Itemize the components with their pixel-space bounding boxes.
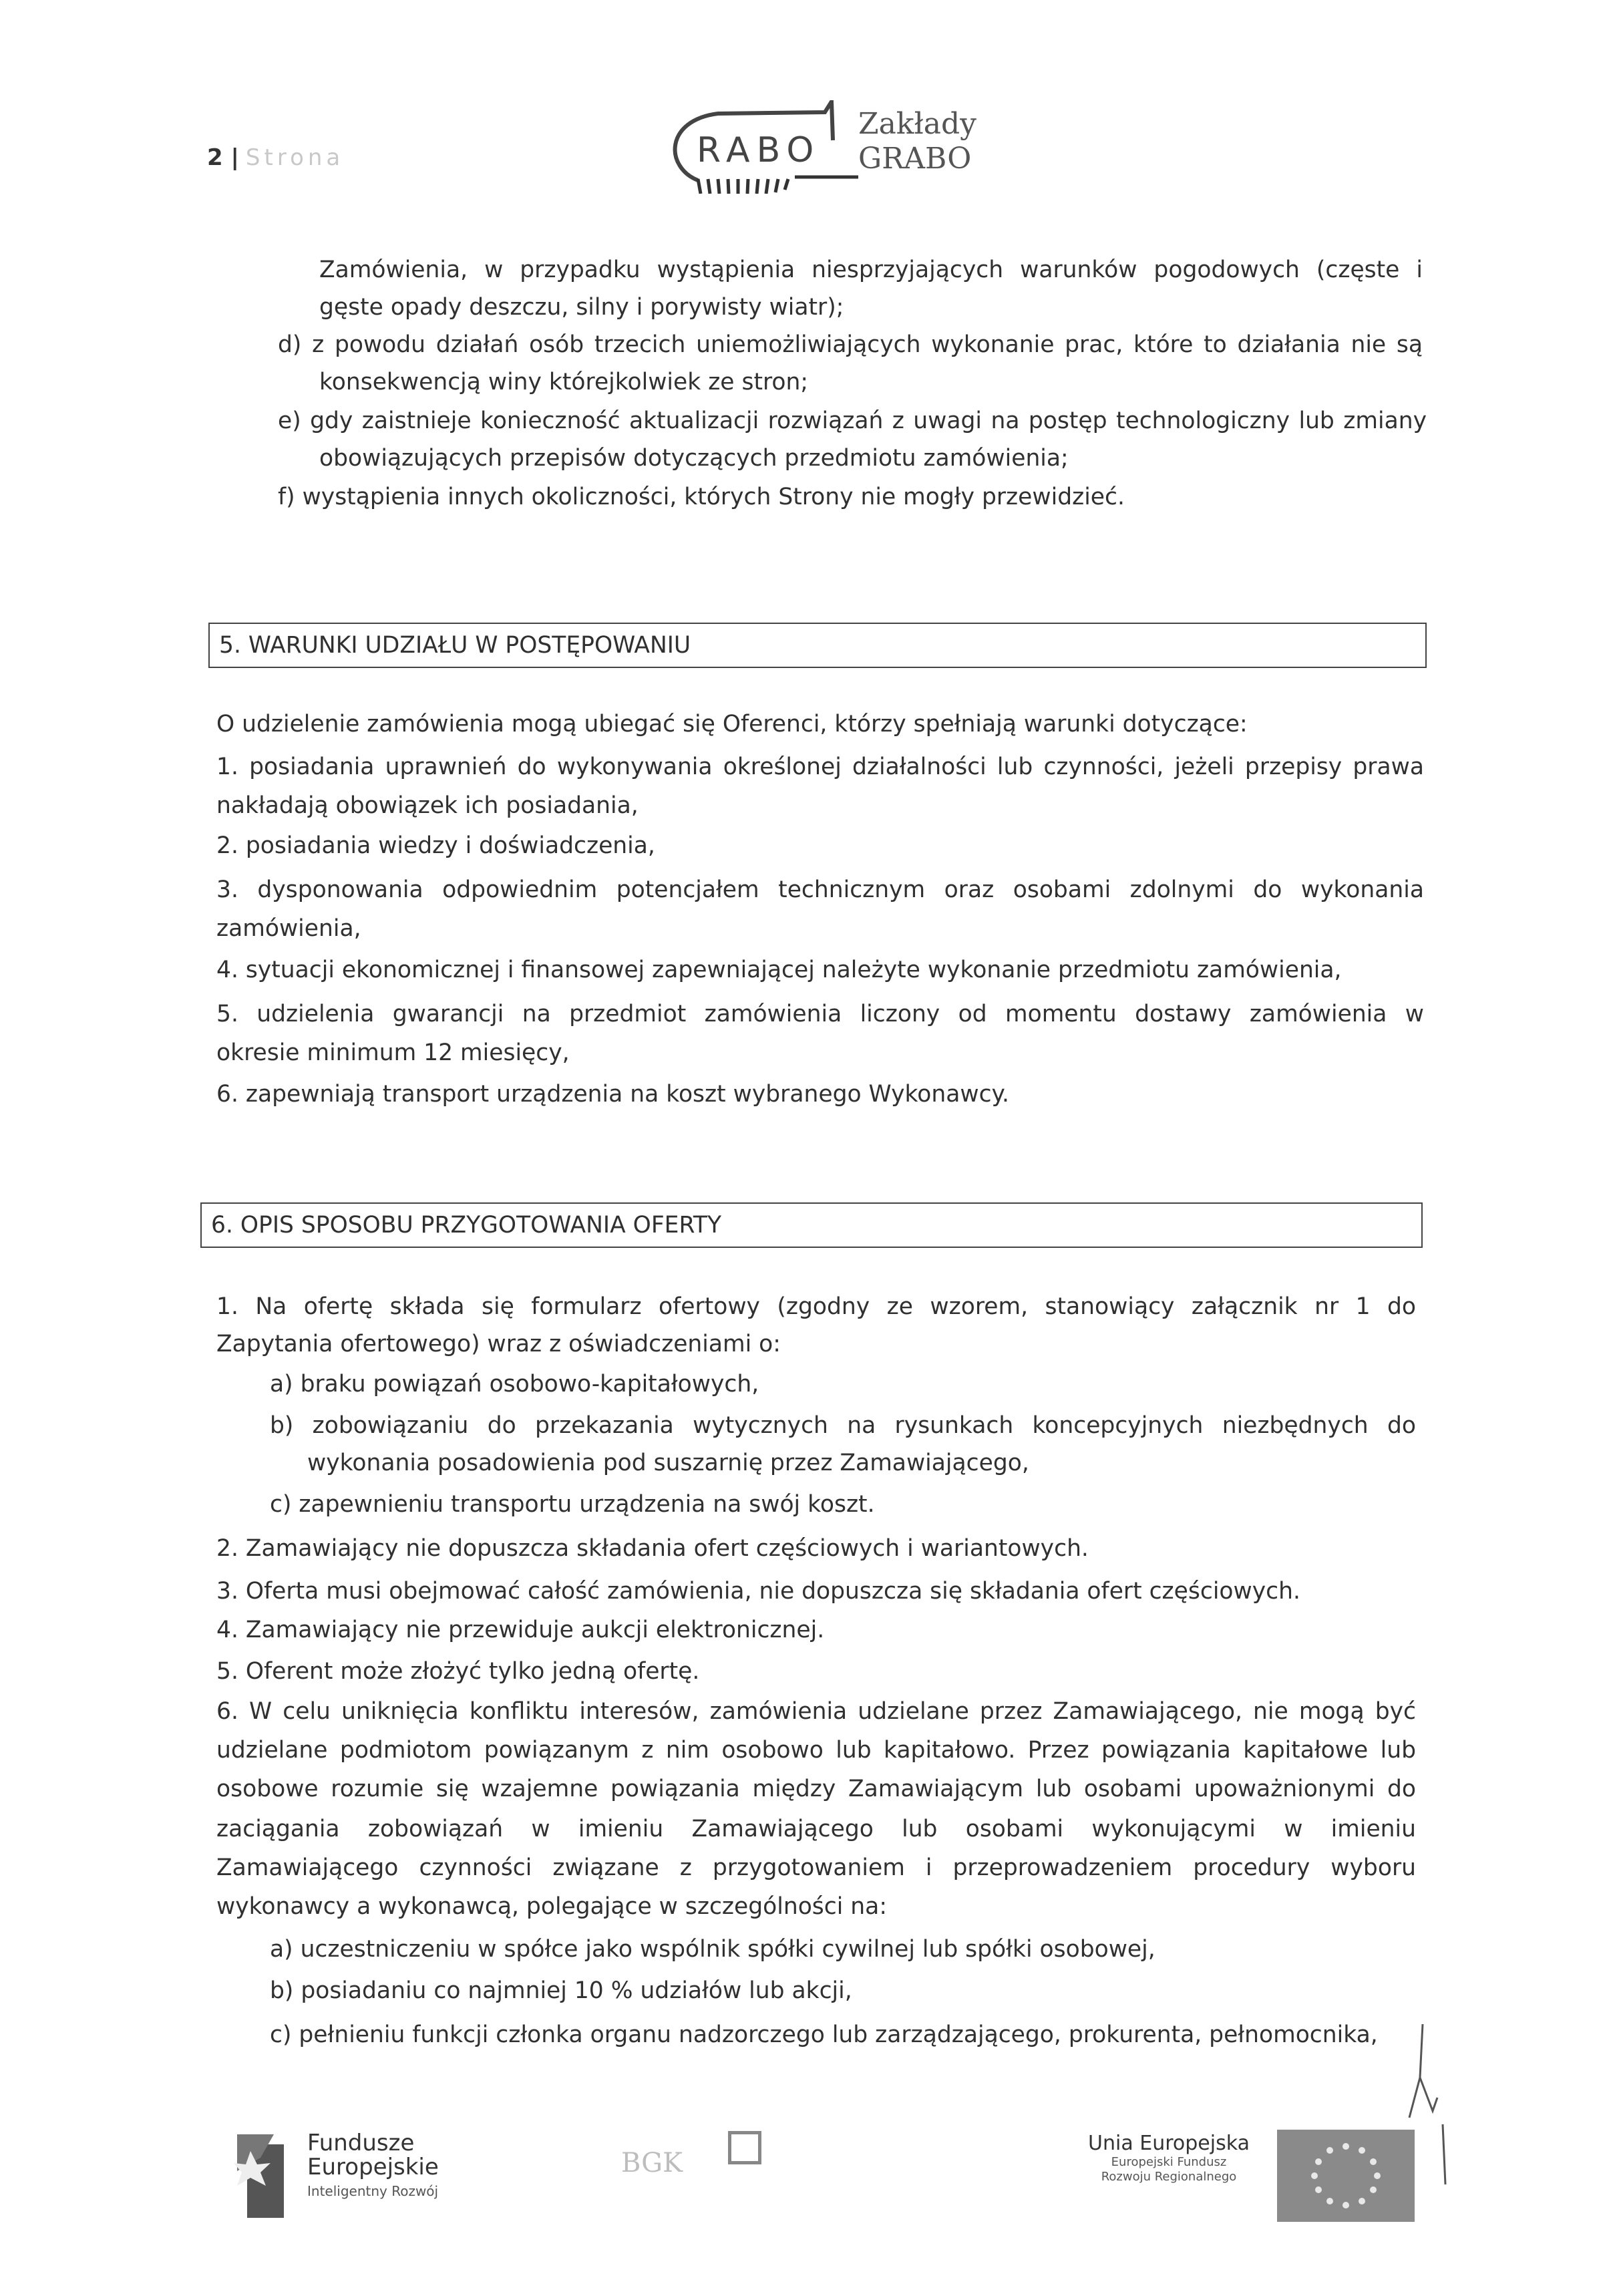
- logo-side-text: [858, 107, 976, 176]
- text-line: a) uczestniczeniu w spółce jako wspólnik spółki cywilnej lub spółki osobowej,: [270, 1936, 1155, 1963]
- text-line: Zapytania ofertowego) wraz z oświadczeniami o:: [216, 1331, 781, 1357]
- text-line: a) braku powiązań osobowo-kapitałowych,: [270, 1371, 759, 1398]
- text-line: gęste opady deszczu, silny i porywisty wiatr);: [319, 294, 844, 321]
- section-5-header: [208, 623, 1427, 668]
- company-logo: [658, 94, 976, 200]
- page-label: Strona: [245, 144, 345, 171]
- text-line: zaciągania zobowiązań w imieniu Zamawiającego lub osobami wykonującymi w imieniu: [216, 1816, 1416, 1842]
- text-line: 4. Zamawiający nie przewiduje aukcji elektronicznej.: [216, 1617, 825, 1643]
- text-line: 3. Oferta musi obejmować całość zamówienia, nie dopuszcza się składania ofert częściowych.: [216, 1578, 1300, 1605]
- fe-line2: Europejskie: [307, 2154, 439, 2180]
- section-6-header: [200, 1202, 1423, 1248]
- logo-rabo-text: RABO: [697, 130, 821, 170]
- logo-side-line1: Zakłady: [858, 107, 976, 141]
- page-number: [207, 144, 344, 171]
- text-line: wykonania posadowienia pod suszarnię przez Zamawiającego,: [307, 1450, 1029, 1476]
- ue-line3: Rozwoju Regionalnego: [1101, 2170, 1237, 2184]
- logo-side-line2: GRABO: [858, 142, 972, 176]
- section-6-title: 6. OPIS SPOSOBU PRZYGOTOWANIA OFERTY: [211, 1212, 722, 1239]
- text-line: 1. posiadania uprawnień do wykonywania określonej działalności lub czynności, jeżeli przepisy prawa: [216, 754, 1424, 780]
- eu-flag-icon: [1277, 2130, 1415, 2222]
- text-line: 3. dysponowania odpowiednim potencjałem technicznym oraz osobami zdolnymi do wykonania: [216, 876, 1424, 903]
- text-line: wykonawcy a wykonawcą, polegające w szczególności na:: [216, 1893, 887, 1920]
- page-number-value: 2 |: [207, 144, 239, 171]
- text-line: okresie minimum 12 miesięcy,: [216, 1039, 570, 1066]
- text-line: c) pełnieniu funkcji członka organu nadzorczego lub zarządzającego, prokurenta, pełnomocnika,: [270, 2021, 1378, 2048]
- bgk-square-icon: [728, 2131, 761, 2164]
- text-line: udzielane podmiotom powiązanym z nim osobowo lub kapitałowo. Przez powiązania kapitałowe lub: [216, 1737, 1416, 1764]
- text-line: O udzielenie zamówienia mogą ubiegać się Oferenci, którzy spełniają warunki dotyczące:: [216, 711, 1248, 737]
- section-5-title: 5. WARUNKI UDZIAŁU W POSTĘPOWANIU: [219, 632, 691, 659]
- text-line: zamówienia,: [216, 915, 361, 942]
- text-line: b) posiadaniu co najmniej 10 % udziałów lub akcji,: [270, 1977, 852, 2004]
- text-line: konsekwencją winy którejkolwiek ze stron;: [319, 369, 809, 395]
- text-line: obowiązujących przepisów dotyczących przedmiotu zamówienia;: [319, 445, 1069, 472]
- ue-line1: Unia Europejska: [1088, 2132, 1250, 2155]
- text-line: 1. Na ofertę składa się formularz ofertowy (zgodny ze wzorem, stanowiący załącznik nr 1 do: [216, 1293, 1416, 1320]
- text-line: Zamówienia, w przypadku wystąpienia niesprzyjających warunków pogodowych (częste i: [319, 257, 1423, 283]
- fundusze-europejskie-logo-icon: [234, 2131, 297, 2221]
- text-line: 5. Oferent może złożyć tylko jedną ofertę.: [216, 1658, 700, 1685]
- text-line: 6. zapewniają transport urządzenia na koszt wybranego Wykonawcy.: [216, 1081, 1009, 1108]
- ue-line2: Europejski Fundusz: [1111, 2155, 1227, 2169]
- text-line: b) zobowiązaniu do przekazania wytycznych na rysunkach koncepcyjnych niezbędnych do: [270, 1412, 1416, 1439]
- text-line: f) wystąpienia innych okoliczności, których Strony nie mogły przewidzieć.: [278, 484, 1125, 510]
- text-line: 2. posiadania wiedzy i doświadczenia,: [216, 832, 655, 859]
- unia-europejska-text: [1069, 2132, 1269, 2184]
- text-line: 2. Zamawiający nie dopuszcza składania ofert częściowych i wariantowych.: [216, 1535, 1089, 1562]
- fundusze-europejskie-text: [307, 2131, 439, 2203]
- text-line: nakładają obowiązek ich posiadania,: [216, 792, 639, 819]
- fe-line3: Inteligentny Rozwój: [307, 2183, 439, 2199]
- bgk-logo: BGK: [621, 2148, 683, 2178]
- text-line: Zamawiającego czynności związane z przygotowaniem i przeprowadzeniem procedury wyboru: [216, 1854, 1416, 1881]
- text-line: d) z powodu działań osób trzecich uniemożliwiających wykonanie prac, które to działania nie są: [278, 331, 1423, 358]
- fe-line1: Fundusze: [307, 2130, 415, 2156]
- text-line: e) gdy zaistnieje konieczność aktualizacji rozwiązań z uwagi na postęp technologiczny lub zmiany: [278, 407, 1427, 434]
- text-line: osobowe rozumie się wzajemne powiązania między Zamawiającym lub osobami upoważnionymi do: [216, 1776, 1416, 1802]
- text-line: 5. udzielenia gwarancji na przedmiot zamówienia liczony od momentu dostawy zamówienia w: [216, 1001, 1424, 1027]
- text-line: 6. W celu uniknięcia konfliktu interesów, zamówienia udzielane przez Zamawiającego, nie mogą być: [216, 1698, 1416, 1725]
- text-line: c) zapewnieniu transportu urządzenia na swój koszt.: [270, 1491, 875, 1518]
- text-line: 4. sytuacji ekonomicznej i finansowej zapewniającej należyte wykonanie przedmiotu zamówienia,: [216, 957, 1342, 983]
